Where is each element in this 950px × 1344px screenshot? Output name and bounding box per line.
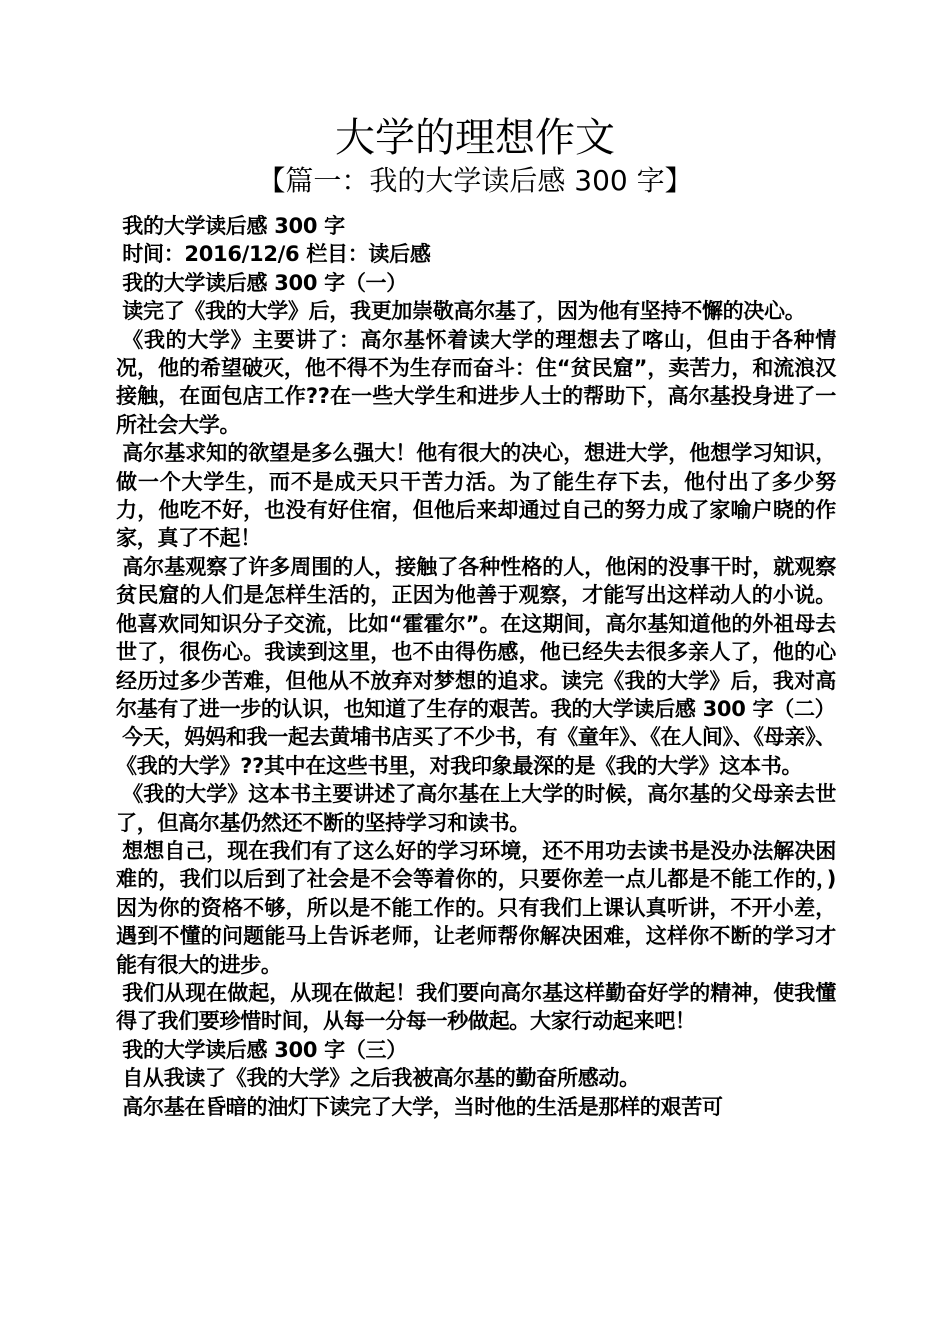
paragraph: 自从我读了《我的大学》之后我被高尔基的勤奋所感动。: [122, 1066, 640, 1091]
paragraph: 我的大学读后感 300 字: [122, 214, 345, 238]
document-title: 大学的理想作文: [335, 115, 615, 161]
paragraph: 《我的大学》主要讲了：高尔基怀着读大学的理想去了喀山，但由于各种情况，他的希望破灭，他不得不为生存而奋斗：住“贫民窟”，卖苦力，和流浪汉接触，在面包店工作??在一些大学生和进步人士的帮助下，高尔基投身进了一所社会大学。: [116, 327, 836, 437]
paragraph: 高尔基观察了许多周围的人，接触了各种性格的人，他闲的没事干时，就观察贫民窟的人们是怎样生活的，正因为他善于观察，才能写出这样动人的小说。他喜欢同知识分子交流，比如“霍霍尔”。在这期间，高尔基知道他的外祖母去世了，很伤心。我读到这里，也不由得伤感，他已经失去很多亲人了，他的心经历过多少苦难，但他从不放弃对梦想的追求。读完《我的大学》后，我对高尔基有了进一步的认识，也知道了生存的艰苦。我的大学读后感 300 字（二）: [116, 554, 836, 721]
paragraph: 今天，妈妈和我一起去黄埔书店买了不少书，有《童年》、《在人间》、《母亲》、《我的大学》??其中在这些书里，对我印象最深的是《我的大学》这本书。: [116, 725, 836, 778]
paragraph: 我们从现在做起，从现在做起！我们要向高尔基这样勤奋好学的精神，使我懂得了我们要珍惜时间，从每一分每一秒做起。大家行动起来吧！: [116, 980, 836, 1034]
paragraph: 我的大学读后感 300 字（三）: [122, 1037, 407, 1062]
paragraph: 《我的大学》这本书主要讲述了高尔基在上大学的时候，高尔基的父母亲去世了，但高尔基仍然还不断的坚持学习和读书。: [116, 782, 836, 835]
paragraph: 想想自己，现在我们有了这么好的学习环境，还不用功去读书是没办法解决困难的，我们以后到了社会是不会等着你的，只要你差一点儿都是不能工作的，)因为你的资格不够，所以是不能工作的。只有我们上课认真听讲，不开小差，遇到不懂的问题能马上告诉老师，让老师帮你解决困难，这样你不断的学习才能有很大的进步。: [116, 838, 836, 977]
paragraph: 高尔基在昏暗的油灯下读完了大学，当时他的生活是那样的艰苦可: [122, 1094, 723, 1119]
document-subtitle: 【篇一：我的大学读后感 300 字】: [257, 164, 693, 197]
paragraph: 我的大学读后感 300 字（一）: [122, 270, 407, 295]
paragraph: 读完了《我的大学》后，我更加崇敬高尔基了，因为他有坚持不懈的决心。: [122, 299, 806, 324]
document-body: [116, 212, 836, 1121]
paragraph: 时间：2016/12/6 栏目：读后感: [122, 242, 431, 267]
paragraph: 高尔基求知的欲望是多么强大！他有很大的决心，想进大学，他想学习知识，做一个大学生，而不是成天只干苦力活。为了能生存下去，他付出了多少努力，他吃不好，也没有好住宿，但他后来却通过自己的努力成了家喻户晓的作家，真了不起！: [116, 441, 836, 551]
